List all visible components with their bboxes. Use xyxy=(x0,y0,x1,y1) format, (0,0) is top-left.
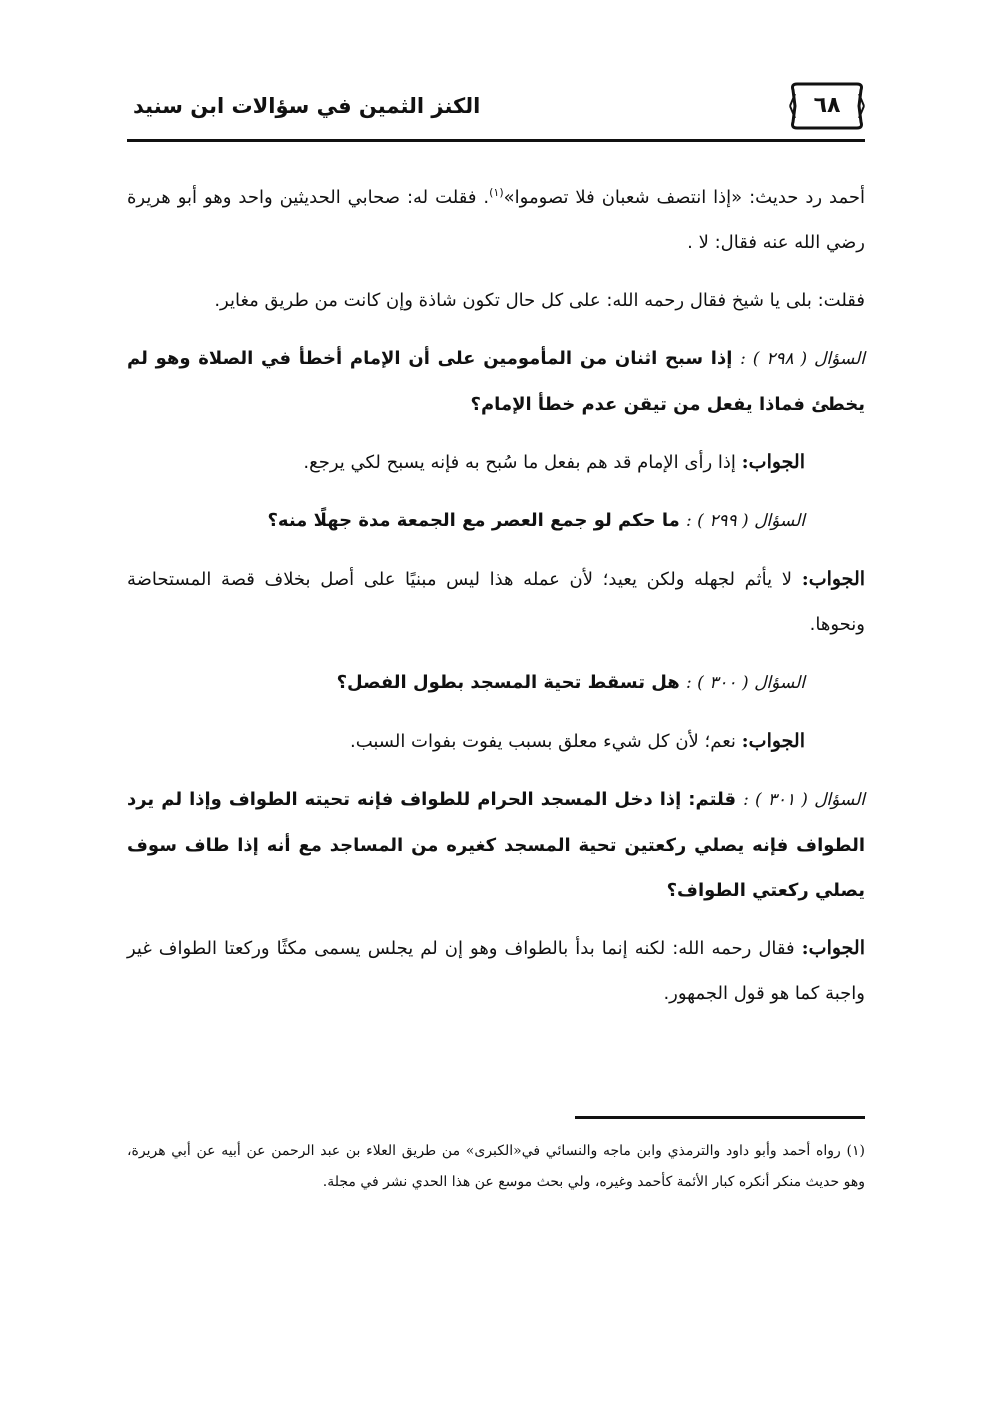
answer-299-text: لا يأثم لجهله ولكن يعيد؛ لأن عمله هذا ليس مبنيًا على أصل بخلاف قصة المستحاضة ونحوها. xyxy=(127,569,865,635)
question-299-text: ما حكم لو جمع العصر مع الجمعة مدة جهلًا منه؟ xyxy=(267,510,680,531)
footnote-divider xyxy=(575,1116,865,1119)
answer-298 xyxy=(127,440,865,485)
answer-299-label: الجواب: xyxy=(801,568,866,590)
page-body xyxy=(127,175,865,1029)
question-301-label: السؤال ( ٣٠١ ) : xyxy=(743,790,865,810)
question-300-text: هل تسقط تحية المسجد بطول الفصل؟ xyxy=(336,672,680,693)
question-300-label: السؤال ( ٣٠٠ ) : xyxy=(686,673,805,693)
question-300 xyxy=(127,660,865,706)
answer-300 xyxy=(127,719,865,764)
page-number-frame xyxy=(789,80,865,132)
question-301 xyxy=(127,777,865,913)
footnote-ref[interactable]: (١) xyxy=(489,186,504,199)
question-298 xyxy=(127,336,865,427)
page-header xyxy=(127,78,865,142)
question-301-text: قلتم: إذا دخل المسجد الحرام للطواف فإنه تحيته الطواف وإذا لم يرد الطواف فإنه يصلي ركعتين تحية المسجد كغيره من المساجد مع أنه إذا طاف سوف يصلي ركعتي الطواف؟ xyxy=(127,789,865,901)
answer-298-label: الجواب: xyxy=(741,451,805,473)
question-299-label: السؤال ( ٢٩٩ ) : xyxy=(686,511,805,531)
paragraph-1-text: أحمد رد حديث: «إذا انتصف شعبان فلا تصوموا» xyxy=(503,187,865,208)
answer-301 xyxy=(127,926,865,1016)
paragraph-2: فقلت: بلى يا شيخ فقال رحمه الله: على كل حال تكون شاذة وإن كانت من طريق مغاير. xyxy=(214,290,865,311)
paragraph-1-rest: . فقلت له: صحابي الحديثين واحد وهو أبو هريرة رضي الله عنه فقال: لا . xyxy=(127,187,865,253)
answer-298-text: إذا رأى الإمام قد هم بفعل ما سُبح به فإنه يسبح لكي يرجع. xyxy=(303,452,736,473)
footnote-1: (١) رواه أحمد وأبو داود والترمذي وابن ماجه والنسائي في«الكبرى» من طريق العلاء بن عبد الرحمن عن أبيه عن أبي هريرة، وهو حديث منكر أنكره كبار الأئمة كأحمد وغيره، ولي بحث موسع عن هذا الحدي نشر في مجلة. xyxy=(127,1143,865,1190)
answer-300-text: نعم؛ لأن كل شيء معلق بسبب يفوت بفوات السبب. xyxy=(349,731,736,752)
answer-301-label: الجواب: xyxy=(801,937,865,959)
answer-301-text: فقال رحمه الله: لكنه إنما بدأ بالطواف وهو إن لم يجلس يسمى مكثًا وركعتا الطواف غير واجبة كما هو قول الجمهور. xyxy=(127,938,865,1004)
question-298-label: السؤال ( ٢٩٨ ) : xyxy=(740,349,865,369)
question-298-text: إذا سبح اثنان من المأمومين على أن الإمام أخطأ في الصلاة وهو لم يخطئ فماذا يفعل من تيقن عدم خطأ الإمام؟ xyxy=(127,348,865,415)
answer-299 xyxy=(127,557,865,647)
paragraph-1 xyxy=(127,175,865,265)
page-number: ٦٨ xyxy=(813,93,841,118)
book-title: الكنز الثمين في سؤالات ابن سنيد xyxy=(133,94,481,118)
question-299 xyxy=(127,498,865,544)
footnotes xyxy=(127,1136,865,1198)
answer-300-label: الجواب: xyxy=(741,730,805,752)
header-divider xyxy=(127,139,865,142)
